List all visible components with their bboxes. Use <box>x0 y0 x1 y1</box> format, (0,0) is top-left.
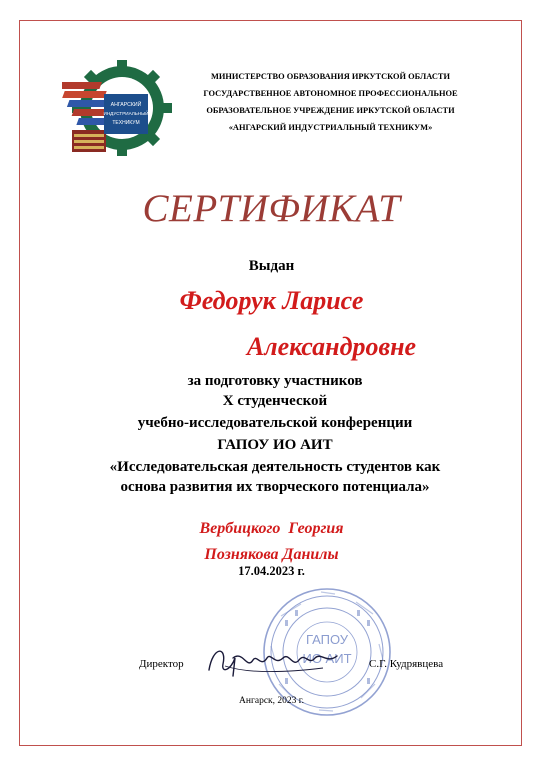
header-line-3: ОБРАЗОВАТЕЛЬНОЕ УЧРЕЖДЕНИЕ ИРКУТСКОЙ ОБЛАСТИ <box>206 106 455 115</box>
header-line-4: «АНГАРСКИЙ ИНДУСТРИАЛЬНЫЙ ТЕХНИКУМ» <box>228 123 433 132</box>
students-list <box>0 516 543 568</box>
stamp-text-2: ИО АИТ <box>302 651 352 666</box>
body-line-4: ГАПОУ ИО АИТ <box>217 437 333 453</box>
logo-text-line-2: ИНДУСТРИАЛЬНЫЙ <box>103 111 149 116</box>
student-name-2: Познякова Данилы <box>204 546 339 563</box>
certificate-date: 17.04.2023 г. <box>238 564 305 578</box>
director-name: С.Г. Кудрявцева <box>369 658 444 670</box>
student-name-1: Вербицкого Георгия <box>199 520 344 537</box>
director-signature <box>203 640 343 682</box>
logo-text-line-3: ТЕХНИКУМ <box>112 120 140 126</box>
recipient-name-line-2: Александровне <box>246 332 417 361</box>
certificate-title: СЕРТИФИКАТ <box>142 187 401 230</box>
body-line-5: «Исследовательская деятельность студентов как <box>109 459 441 475</box>
header-line-2: ГОСУДАРСТВЕННОЕ АВТОНОМНОЕ ПРОФЕССИОНАЛЬНОЕ <box>203 89 458 98</box>
body-line-2: Х студенческой <box>222 393 328 409</box>
header-line-1: МИНИСТЕРСТВО ОБРАЗОВАНИЯ ИРКУТСКОЙ ОБЛАСТИ <box>210 72 451 81</box>
issued-label: Выдан <box>248 258 295 274</box>
city-year: Ангарск, 2023 г. <box>239 696 304 706</box>
stamp-text-1: ГАПОУ <box>305 632 349 647</box>
body-line-3: учебно-исследовательской конференции <box>137 415 413 431</box>
ministry-header <box>178 68 483 136</box>
logo-text-line-1: АНГАРСКИЙ <box>110 102 142 108</box>
recipient-name-line-1: Федорук Ларисе <box>179 286 364 315</box>
body-line-6: основа развития их творческого потенциала» <box>120 479 430 495</box>
director-label: Директор <box>139 658 184 670</box>
body-line-1: за подготовку участников <box>187 373 363 389</box>
college-logo <box>62 60 174 158</box>
certificate-body <box>40 371 510 497</box>
